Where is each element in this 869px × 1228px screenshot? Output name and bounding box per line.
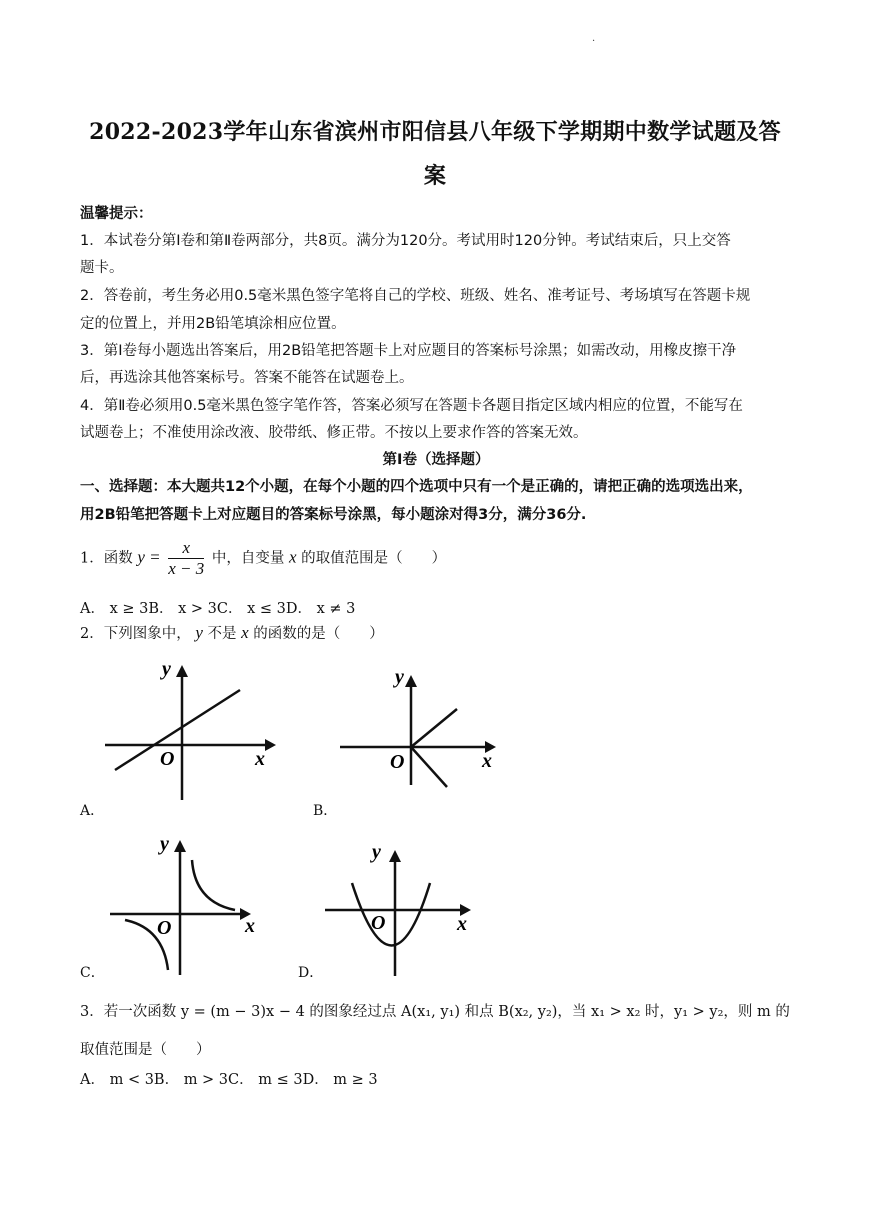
q2-prefix: 2．下列图象中，	[80, 626, 191, 642]
part-intro-line: 用2B铅笔把答题卡上对应题目的答案标号涂黑，每小题涂对得3分，满分36分.	[80, 507, 587, 523]
notice-line: 试题卷上；不准使用涂改液、胶带纸、修正带。不按以上要求作答的答案无效。	[80, 425, 588, 441]
q1-suffix: 中，自变量	[211, 550, 285, 567]
q1-lhs: y =	[137, 547, 161, 567]
y-axis-arrow	[174, 840, 186, 852]
page-title-line-2: 案	[423, 163, 447, 189]
linear-line	[115, 690, 240, 770]
x-axis-label: x	[255, 748, 265, 770]
section-title: 第Ⅰ卷（选择题）	[382, 452, 490, 468]
q1-var: x	[288, 547, 297, 567]
q1-numerator: x	[168, 538, 204, 559]
y-axis-arrow	[405, 675, 417, 687]
q2-suffix: 的函数的是（ ）	[253, 626, 384, 642]
graph-c-label: C．	[80, 965, 105, 981]
ray-up	[411, 709, 457, 747]
ray-down	[411, 747, 447, 787]
graph-c	[105, 830, 270, 980]
page-title-line-1: 2022-2023学年山东省滨州市阳信县八年级下学期期中数学试题及答	[89, 119, 781, 145]
notice-line: 后，再选涂其他答案标号。答案不能答在试题卷上。	[80, 370, 414, 386]
graph-b-label: B．	[313, 803, 338, 819]
q1-options: A． x ≥ 3B． x > 3C． x ≤ 3D． x ≠ 3	[80, 601, 356, 617]
hyperbola-branch-upper	[192, 860, 235, 910]
notice-line: 1．本试卷分第Ⅰ卷和第Ⅱ卷两部分，共8页。满分为120分。考试用时120分钟。考试结束后，只上交答	[80, 233, 731, 249]
y-axis-label: y	[395, 666, 404, 688]
origin-label: O	[390, 751, 405, 773]
notice-line: 题卡。	[80, 260, 124, 276]
graph-b	[335, 665, 505, 795]
q1-fraction	[168, 538, 204, 579]
q3-options: A． m < 3B． m > 3C． m ≤ 3D． m ≥ 3	[80, 1072, 378, 1088]
y-axis-label: y	[162, 658, 171, 680]
question-3-line-2: 取值范围是（ ）	[80, 1042, 211, 1058]
question-2	[80, 622, 792, 643]
header-dot: ·	[592, 36, 596, 47]
q2-y: y	[195, 623, 203, 642]
notice-line: 2．答卷前，考生务必用0.5毫米黑色签字笔将自己的学校、班级、姓名、准考证号、考场填写在答题卡规	[80, 288, 751, 304]
x-axis-arrow	[265, 739, 276, 751]
graph-a	[100, 655, 280, 805]
y-axis-arrow	[176, 665, 188, 677]
part-intro-line: 一、选择题：本大题共12个小题，在每个小题的四个选项中只有一个是正确的，请把正确的选项选出来，	[80, 479, 753, 495]
y-axis-label: y	[372, 841, 381, 863]
y-axis-label: y	[160, 833, 169, 855]
graph-d-label: D．	[298, 965, 324, 981]
q2-x: x	[241, 623, 249, 642]
question-3-line-1: 3．若一次函数 y = (m − 3)x − 4 的图象经过点 A(x₁, y₁) 和点 B(x₂, y₂)，当 x₁ > x₂ 时，y₁ > y₂，则 m 的	[80, 1004, 790, 1020]
x-axis-label: x	[482, 750, 492, 772]
notice-line: 4．第Ⅱ卷必须用0.5毫米黑色签字笔作答，答案必须写在答题卡各题目指定区域内相应的位置，不能写在	[80, 398, 743, 414]
notice-heading: 温馨提示：	[80, 206, 153, 222]
x-axis-label: x	[245, 915, 255, 937]
parabola	[352, 883, 430, 946]
origin-label: O	[157, 917, 172, 939]
notice-line: 定的位置上，并用2B铅笔填涂相应位置。	[80, 316, 346, 332]
origin-label: O	[160, 748, 175, 770]
y-axis-arrow	[389, 850, 401, 862]
question-1	[80, 538, 792, 579]
x-axis-label: x	[457, 913, 467, 935]
origin-label: O	[371, 912, 386, 934]
q1-prefix: 1．函数	[80, 550, 133, 567]
graph-a-label: A．	[80, 803, 105, 819]
q1-suffix-2: 的取值范围是（ ）	[301, 550, 447, 567]
notice-line: 3．第Ⅰ卷每小题选出答案后，用2B铅笔把答题卡上对应题目的答案标号涂黑；如需改动，用橡皮擦干净	[80, 343, 737, 359]
graph-d	[320, 838, 480, 980]
q1-denominator: x − 3	[168, 559, 205, 578]
q2-mid: 不是	[207, 626, 237, 642]
